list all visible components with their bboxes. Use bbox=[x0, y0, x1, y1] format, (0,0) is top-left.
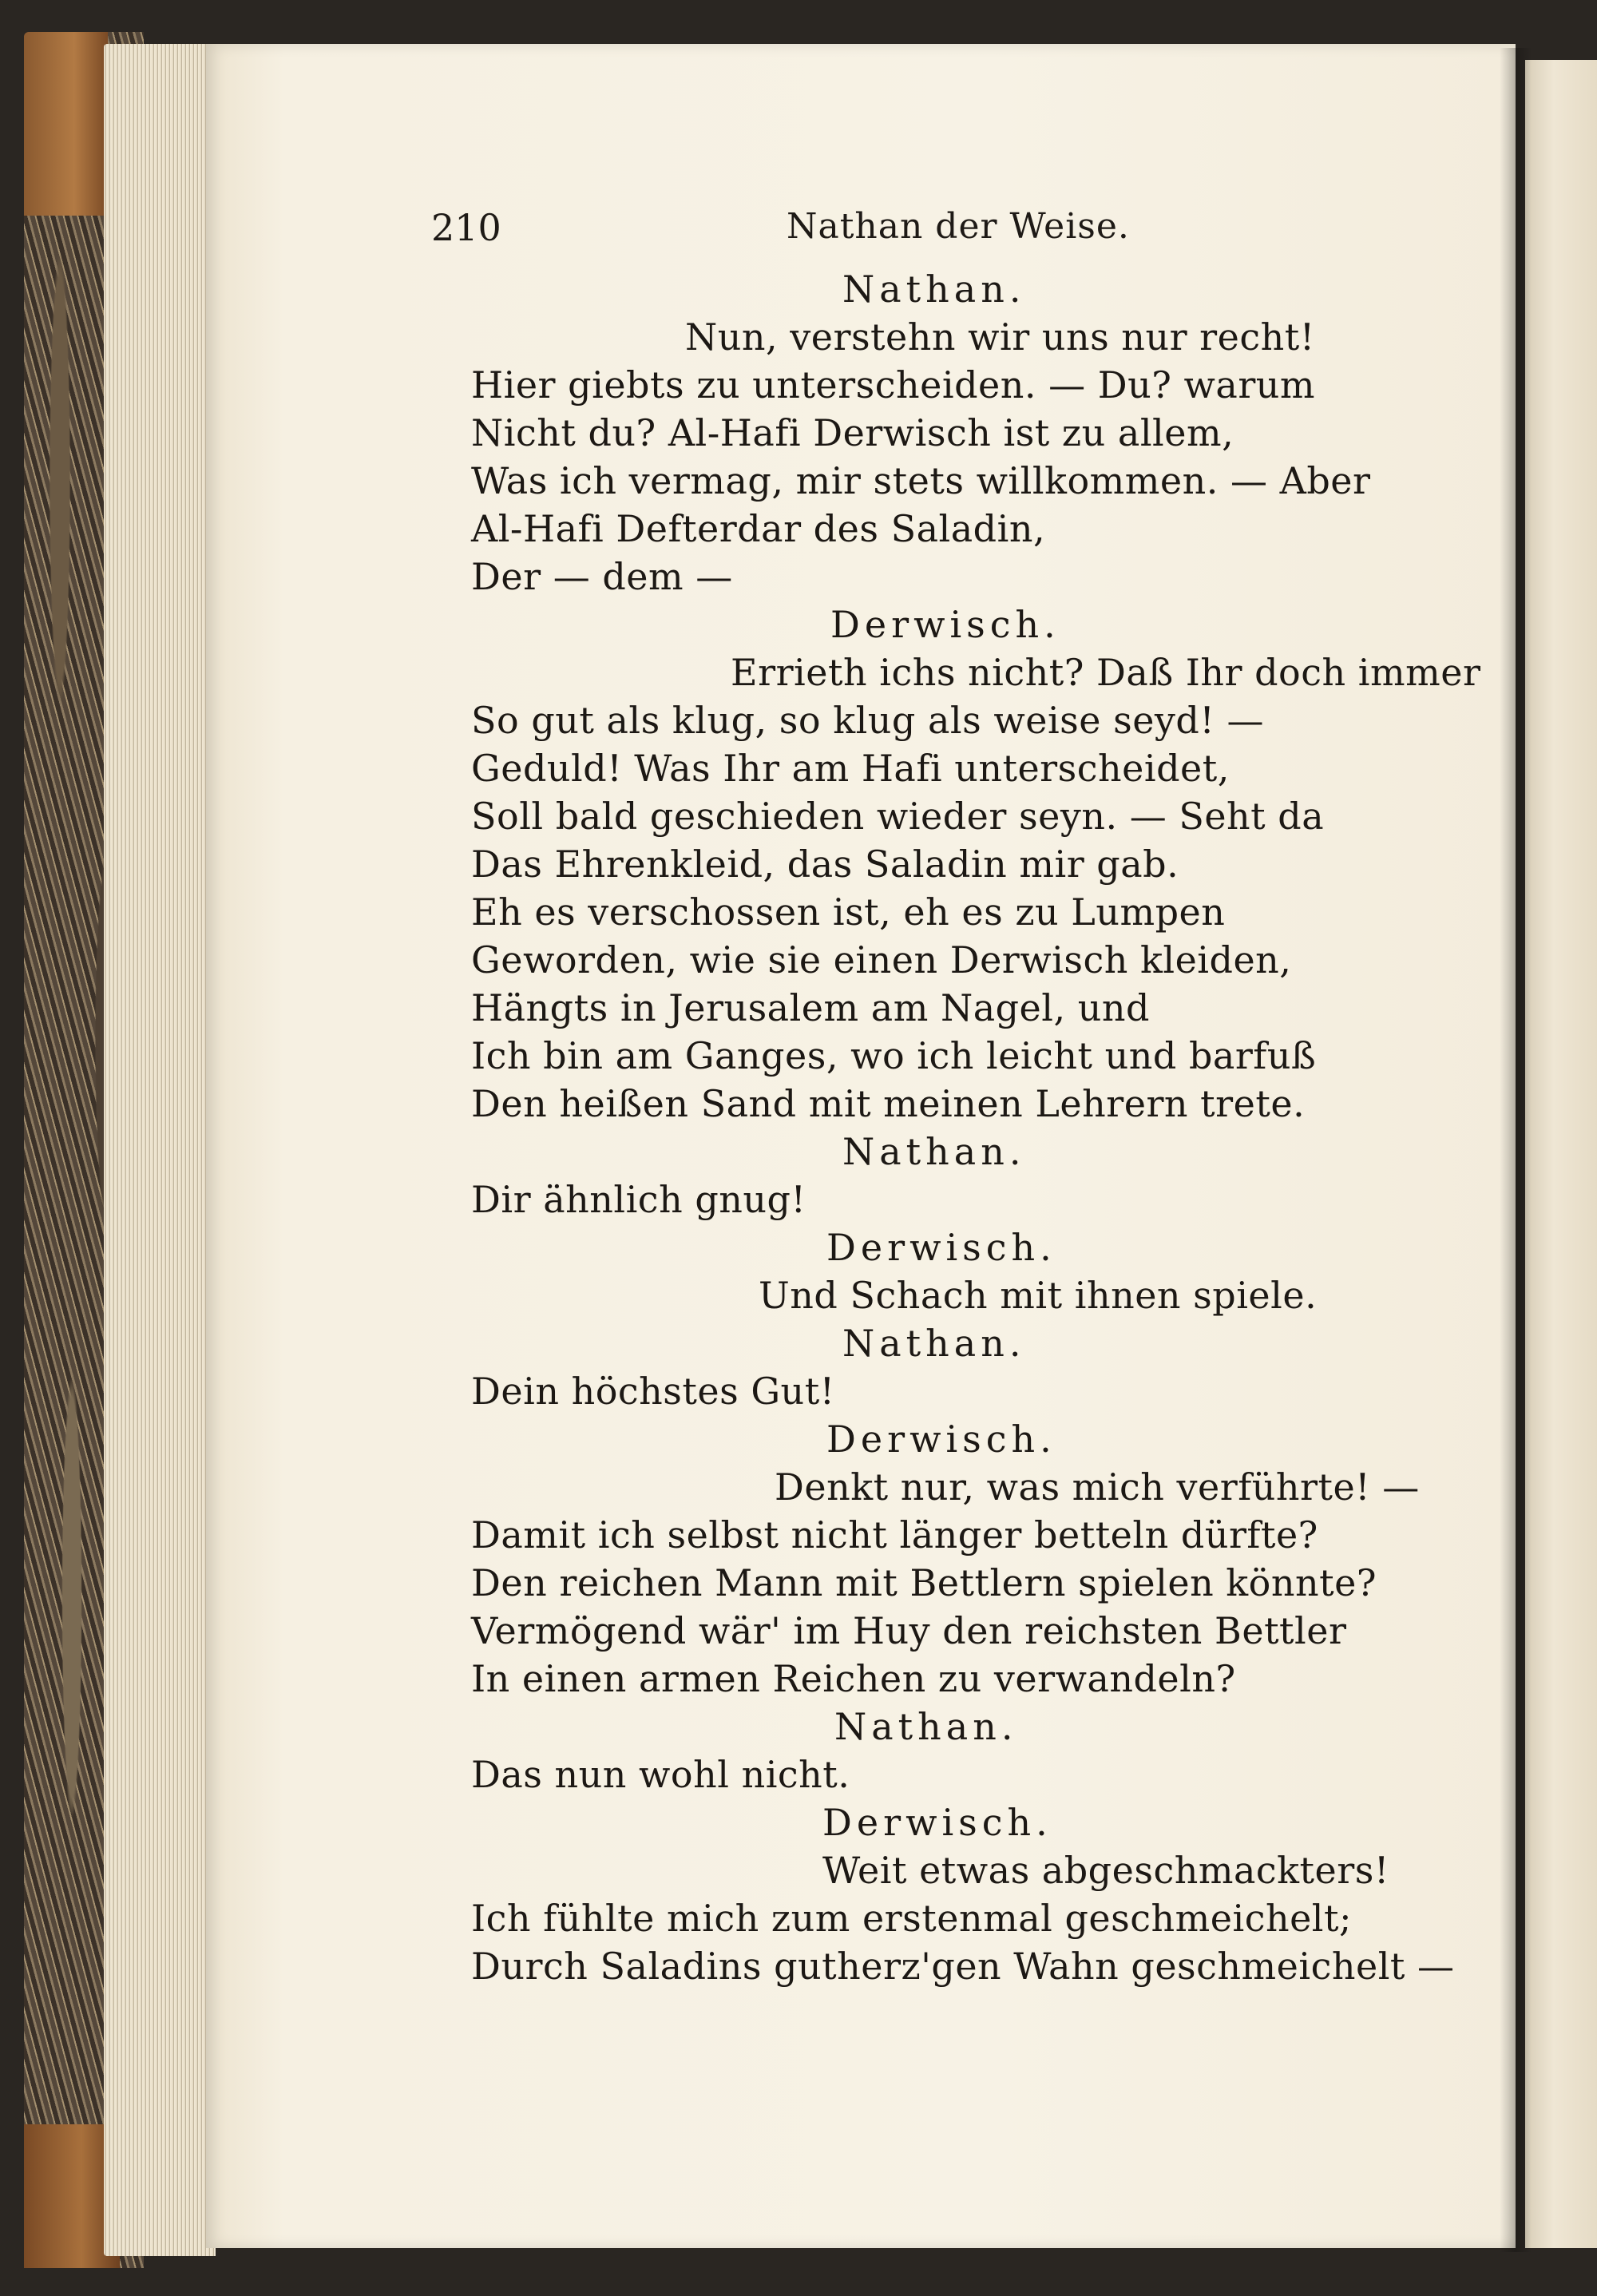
verse-line: Hängts in Jerusalem am Nagel, und bbox=[471, 986, 1150, 1029]
verse-line: Dein höchstes Gut! bbox=[471, 1370, 835, 1413]
speaker-heading: Nathan. bbox=[842, 1322, 1026, 1365]
speaker-heading: Derwisch. bbox=[826, 1418, 1056, 1461]
verse-line: Errieth ichs nicht? Daß Ihr doch immer bbox=[731, 651, 1481, 694]
verse-line: Denkt nur, was mich verführte! — bbox=[775, 1465, 1420, 1509]
verse-line: Weit etwas abgeschmackters! bbox=[822, 1849, 1389, 1892]
verse-line: In einen armen Reichen zu verwandeln? bbox=[471, 1657, 1236, 1700]
verse-line: Nun, verstehn wir uns nur recht! bbox=[685, 315, 1315, 359]
verse-line: Das nun wohl nicht. bbox=[471, 1753, 850, 1796]
verse-line: Dir ähnlich gnug! bbox=[471, 1178, 806, 1221]
speaker-heading: Derwisch. bbox=[822, 1801, 1052, 1844]
verse-line: Das Ehrenkleid, das Saladin mir gab. bbox=[471, 843, 1179, 886]
verse-line: Nicht du? Al-Hafi Derwisch ist zu allem, bbox=[471, 411, 1234, 454]
verse-line: Damit ich selbst nicht länger betteln dürfte? bbox=[471, 1513, 1318, 1556]
verse-line: Der — dem — bbox=[471, 555, 733, 598]
verse-line: Geduld! Was Ihr am Hafi unterscheidet, bbox=[471, 747, 1230, 790]
speaker-heading: Nathan. bbox=[834, 1705, 1018, 1748]
verse-line: Hier giebts zu unterscheiden. — Du? warum bbox=[471, 363, 1316, 406]
leather-corner-top bbox=[24, 32, 108, 216]
verse-line: Den reichen Mann mit Bettlern spielen könnte? bbox=[471, 1561, 1377, 1604]
verse-line: Soll bald geschieden wieder seyn. — Seht da bbox=[471, 795, 1325, 838]
verse-line: Geworden, wie sie einen Derwisch kleiden, bbox=[471, 938, 1292, 981]
running-title: Nathan der Weise. bbox=[787, 206, 1130, 247]
verse-line: Ich bin am Ganges, wo ich leicht und barfuß bbox=[471, 1034, 1317, 1077]
speaker-heading: Nathan. bbox=[842, 1130, 1026, 1173]
speaker-heading: Nathan. bbox=[842, 268, 1026, 311]
page-edges bbox=[104, 44, 216, 2256]
verse-line: Was ich vermag, mir stets willkommen. — Aber bbox=[471, 459, 1371, 502]
verse-line: Al-Hafi Defterdar des Saladin, bbox=[471, 507, 1046, 550]
verse-line: So gut als klug, so klug als weise seyd! — bbox=[471, 699, 1264, 742]
page-number: 210 bbox=[431, 206, 501, 249]
speaker-heading: Derwisch. bbox=[826, 1226, 1056, 1269]
verse-line: Und Schach mit ihnen spiele. bbox=[759, 1274, 1318, 1317]
verse-line: Durch Saladins gutherz'gen Wahn geschmeichelt — bbox=[471, 1945, 1455, 1988]
verse-line: Ich fühlte mich zum erstenmal geschmeichelt; bbox=[471, 1897, 1352, 1940]
verse-line: Eh es verschossen ist, eh es zu Lumpen bbox=[471, 890, 1226, 934]
verse-line: Vermögend wär' im Huy den reichsten Bettler bbox=[471, 1609, 1347, 1652]
gutter-shadow bbox=[1500, 48, 1532, 2252]
speaker-heading: Derwisch. bbox=[830, 603, 1060, 646]
facing-page-edge bbox=[1525, 60, 1597, 2248]
verse-line: Den heißen Sand mit meinen Lehrern trete. bbox=[471, 1082, 1306, 1125]
